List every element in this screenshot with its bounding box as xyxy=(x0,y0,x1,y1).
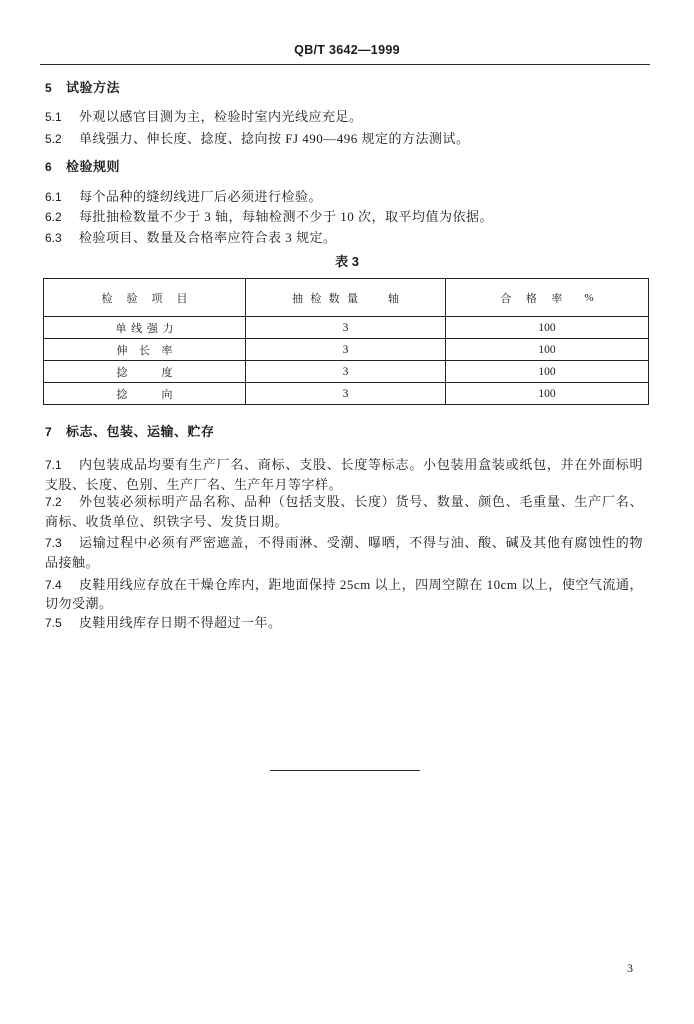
clause-6-3 xyxy=(45,229,643,247)
section-number: 7 xyxy=(45,425,52,439)
clause-text: 品接触。 xyxy=(45,555,100,570)
column-label: 抽检数量 xyxy=(292,292,358,305)
clause-7-3-line-2 xyxy=(45,554,643,572)
section-title: 标志、包装、运输、贮存 xyxy=(66,424,215,439)
clause-number: 5.1 xyxy=(45,110,62,124)
clause-number: 6.2 xyxy=(45,210,62,224)
cell-pass-rate: 100 xyxy=(446,361,649,383)
cell-item xyxy=(44,361,246,383)
clause-number: 6.3 xyxy=(45,231,62,245)
cell-pass-rate: 100 xyxy=(446,317,649,339)
clause-number: 7.5 xyxy=(45,616,62,630)
page-number: 3 xyxy=(627,961,633,975)
clause-number: 7.1 xyxy=(45,458,62,472)
section-5-heading xyxy=(45,79,643,97)
header-rule xyxy=(40,64,650,65)
section-number: 5 xyxy=(45,81,52,95)
cell-quantity: 3 xyxy=(246,383,446,405)
column-label: 合格率 xyxy=(500,292,563,305)
clause-5-1 xyxy=(45,108,643,126)
clause-text: 每批抽检数量不少于 3 轴，每轴检测不少于 10 次，取平均值为依据。 xyxy=(79,209,494,224)
section-number: 6 xyxy=(45,160,52,174)
clause-text: 每个品种的缝纫线进厂后必须进行检验。 xyxy=(79,189,323,204)
item-label: 伸长率 xyxy=(116,344,173,357)
table-caption: 表 3 xyxy=(335,254,359,269)
clause-number: 7.4 xyxy=(45,578,62,592)
clause-7-2-line-1 xyxy=(45,493,643,511)
cell-item xyxy=(44,383,246,405)
clause-text: 内包装成品均要有生产厂名、商标、支股、长度等标志。小包装用盒装或纸包，并在外面标明 xyxy=(79,457,643,472)
column-header-pass-rate xyxy=(446,279,649,317)
item-label: 捻向 xyxy=(116,388,173,401)
item-label: 单线强力 xyxy=(115,322,174,335)
standard-code-header: QB/T 3642—1999 xyxy=(294,43,400,57)
section-title: 检验规则 xyxy=(66,159,121,174)
column-label: 检验项目 xyxy=(101,292,188,305)
table-row xyxy=(44,383,649,405)
clause-7-4-line-1 xyxy=(45,576,643,594)
table-row xyxy=(44,339,649,361)
clause-7-2-line-2 xyxy=(45,513,643,531)
clause-number: 5.2 xyxy=(45,132,62,146)
column-unit: % xyxy=(584,291,594,304)
clause-number: 7.3 xyxy=(45,536,62,550)
clause-7-3-line-1 xyxy=(45,534,643,552)
clause-6-1 xyxy=(45,188,643,206)
clause-7-4-line-2 xyxy=(45,595,643,613)
table-row xyxy=(44,361,649,383)
column-header-item xyxy=(44,279,246,317)
clause-text: 皮鞋用线应存放在干燥仓库内，距地面保持 25cm 以上，四周空隙在 10cm 以上，使空气流通， xyxy=(79,577,643,592)
clause-number: 7.2 xyxy=(45,495,62,509)
clause-text: 外包装必须标明产品名称、品种（包括支股、长度）货号、数量、颜色、毛重量、生产厂名、 xyxy=(79,494,643,509)
cell-quantity: 3 xyxy=(246,339,446,361)
clause-text: 运输过程中必须有严密遮盖，不得雨淋、受潮、曝晒，不得与油、酸、碱及其他有腐蚀性的物 xyxy=(79,535,643,550)
section-7-heading xyxy=(45,423,643,441)
inspection-table xyxy=(43,278,649,405)
column-unit: 轴 xyxy=(388,292,399,305)
cell-item xyxy=(44,339,246,361)
column-header-quantity xyxy=(246,279,446,317)
cell-quantity: 3 xyxy=(246,361,446,383)
cell-pass-rate: 100 xyxy=(446,383,649,405)
clause-text: 支股、长度、色别、生产厂名、生产年月等字样。 xyxy=(45,477,343,492)
clause-text: 检验项目、数量及合格率应符合表 3 规定。 xyxy=(79,230,337,245)
clause-6-2 xyxy=(45,208,643,226)
clause-7-1-line-2 xyxy=(45,476,643,494)
cell-pass-rate: 100 xyxy=(446,339,649,361)
item-label: 捻度 xyxy=(116,366,173,379)
clause-7-5 xyxy=(45,614,643,632)
clause-text: 商标、收货单位、织铁字号、发货日期。 xyxy=(45,514,289,529)
clause-text: 单线强力、伸长度、捻度、捻向按 FJ 490—496 规定的方法测试。 xyxy=(79,131,470,146)
clause-number: 6.1 xyxy=(45,190,62,204)
clause-text: 切勿受潮。 xyxy=(45,596,113,611)
section-title: 试验方法 xyxy=(66,80,121,95)
end-of-standard-rule xyxy=(270,770,420,771)
clause-text: 皮鞋用线库存日期不得超过一年。 xyxy=(79,615,282,630)
clause-text: 外观以感官目测为主，检验时室内光线应充足。 xyxy=(79,109,363,124)
table-header-row xyxy=(44,279,649,317)
clause-5-2 xyxy=(45,130,643,148)
cell-quantity: 3 xyxy=(246,317,446,339)
cell-item xyxy=(44,317,246,339)
clause-7-1-line-1 xyxy=(45,456,643,474)
table-row xyxy=(44,317,649,339)
section-6-heading xyxy=(45,158,643,176)
